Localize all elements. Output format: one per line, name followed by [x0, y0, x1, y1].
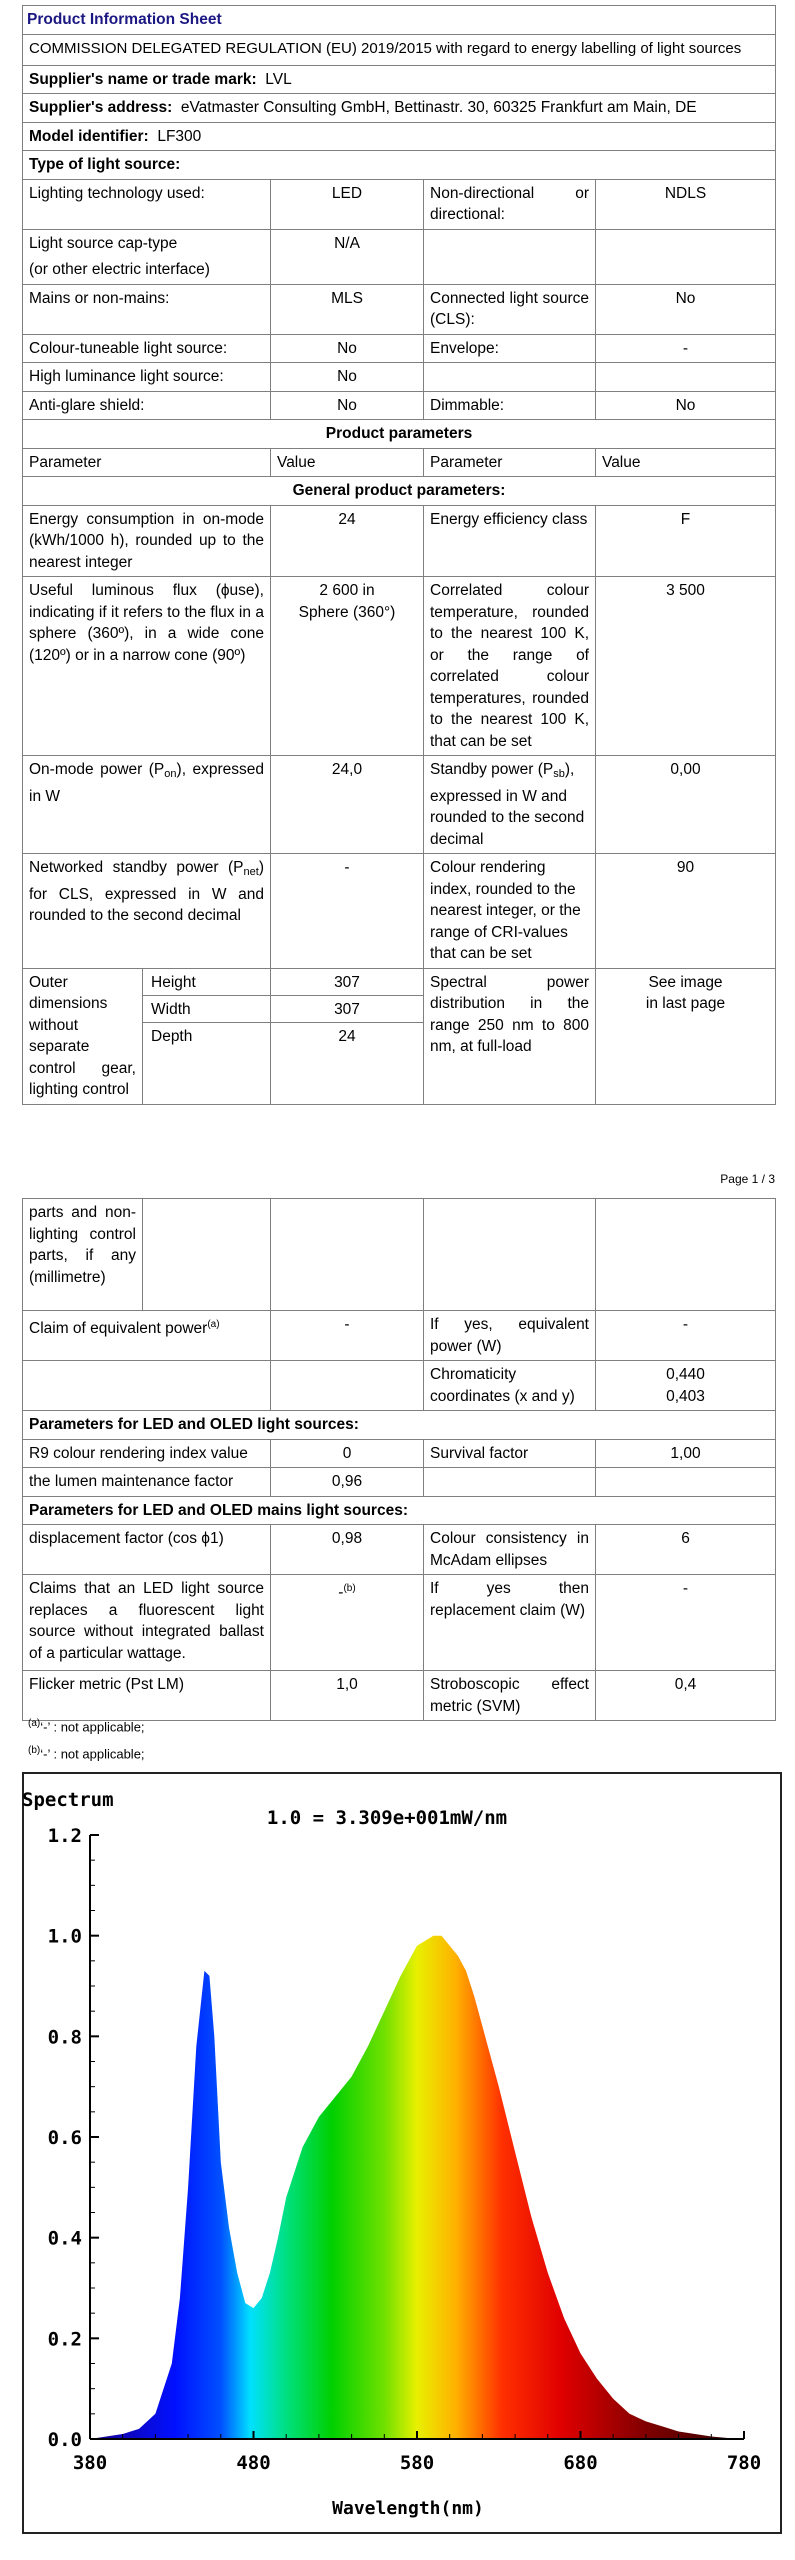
colour-tuneable-value: No	[271, 334, 424, 363]
height-value: 307	[271, 969, 423, 996]
standby-power-value: 0,00	[596, 756, 776, 854]
r9-label: R9 colour rendering index value	[23, 1439, 271, 1468]
energy-consumption-value: 24	[271, 505, 424, 577]
footnote-a	[28, 1712, 145, 1739]
model-label: Model identifier:	[29, 127, 149, 145]
y-tick-label: 0.2	[47, 2328, 82, 2351]
footnote-b-marker: (b)	[28, 1745, 41, 1757]
col-parameter-2: Parameter	[424, 448, 596, 477]
supplier-label: Supplier's name or trade mark:	[29, 70, 257, 88]
cap-type-label	[23, 229, 271, 284]
empty-cell	[271, 1361, 424, 1411]
led-params-heading: Parameters for LED and OLED light sources:	[23, 1411, 776, 1440]
col-value-2: Value	[596, 448, 776, 477]
y-tick-label: 0.0	[47, 2429, 82, 2451]
colour-consistency-value: 6	[596, 1525, 776, 1575]
info-table-page-2	[22, 1198, 776, 1721]
type-heading: Type of light source:	[23, 151, 776, 180]
spd-value	[596, 968, 776, 1104]
envelope-label: Envelope:	[424, 334, 596, 363]
energy-consumption-label: Energy consumption in on-mode (kWh/1000 h), rounded up to the nearest integer	[23, 505, 271, 577]
cct-value: 3 500	[596, 577, 776, 756]
energy-class-label: Energy efficiency class	[424, 505, 596, 577]
dimension-names	[143, 968, 271, 1104]
r9-value: 0	[271, 1439, 424, 1468]
networked-label-post: ) for CLS, expressed in W and rounded to the second decimal	[29, 859, 264, 924]
address-label: Supplier's address:	[29, 99, 173, 116]
survival-factor-label: Survival factor	[424, 1439, 596, 1468]
svm-label: Stroboscopic effect metric (SVM)	[424, 1671, 596, 1721]
x-tick-label: 380	[72, 2452, 108, 2474]
replacement-claims-label: Claims that an LED light source replaces a fluorescent light source without integrated ballast of a particular wattage.	[23, 1575, 271, 1671]
lighting-tech-value: LED	[271, 179, 424, 229]
page-footer: Page 1 / 3	[720, 1172, 775, 1186]
depth-value: 24	[338, 1027, 356, 1045]
empty-cell	[143, 1199, 271, 1311]
x-tick-label: 480	[236, 2452, 271, 2474]
envelope-value: -	[596, 334, 776, 363]
energy-class-value: F	[596, 505, 776, 577]
luminous-flux-value-line2: Sphere (360°)	[298, 603, 396, 621]
lumen-maintenance-value: 0,96	[271, 1468, 424, 1497]
onmode-power-value: 24,0	[271, 756, 424, 854]
cap-type-label-line1: Light source cap-type	[29, 234, 178, 252]
dimensions-label-continued: parts and non-lighting control parts, if any (millimetre)	[23, 1199, 143, 1311]
col-value: Value	[271, 448, 424, 477]
flicker-metric-value: 1,0	[271, 1671, 424, 1721]
chart-title: Spectrum	[22, 1789, 114, 1811]
networked-standby-value: -	[271, 854, 424, 969]
supplier-value: LVL	[265, 70, 292, 88]
address-value: eVatmaster Consulting GmbH, Bettinastr. 30, 60325 Frankfurt am Main, DE	[180, 99, 697, 116]
empty-cell	[23, 1361, 271, 1411]
empty-cell	[596, 1199, 776, 1311]
standby-label-sub: sb	[553, 768, 565, 780]
luminous-flux-value-line1: 2 600 in	[319, 582, 375, 599]
directional-value: NDLS	[596, 179, 776, 229]
standby-power-label	[424, 756, 596, 854]
product-parameters-heading: Product parameters	[23, 420, 776, 449]
empty-cell	[424, 363, 596, 392]
footnote-b	[28, 1739, 145, 1766]
cri-label: Colour rendering index, rounded to the nearest integer, or the range of CRI-values that can be set	[424, 854, 596, 969]
cls-value: No	[596, 284, 776, 334]
x-tick-label: 780	[726, 2452, 762, 2474]
empty-cell	[271, 1199, 424, 1311]
empty-cell	[596, 363, 776, 392]
chromaticity-value	[596, 1361, 776, 1411]
networked-label-sub: net	[243, 866, 259, 878]
general-parameters-heading: General product parameters:	[23, 477, 776, 506]
replacement-claims-value-text: -	[338, 1584, 344, 1602]
directional-label: Non-directional or directional:	[424, 179, 596, 229]
mains-label: Mains or non-mains:	[23, 284, 271, 334]
survival-factor-value: 1,00	[596, 1439, 776, 1468]
chromaticity-y: 0,403	[666, 1387, 705, 1405]
y-tick-label: 1.2	[47, 1825, 82, 1847]
equiv-power-value: -	[271, 1311, 424, 1361]
spd-value-line1: See image	[648, 973, 723, 991]
dimension-values	[271, 968, 424, 1104]
height-label: Height	[143, 969, 270, 996]
sheet-page-2	[22, 1198, 775, 1721]
empty-cell	[424, 1199, 596, 1311]
empty-cell	[424, 1468, 596, 1497]
equiv-power-footnote: (a)	[207, 1319, 220, 1330]
equiv-power-w-label: If yes, equivalent power (W)	[424, 1311, 596, 1361]
spd-label: Spectral power distribution in the range 250 nm to 800 nm, at full-load	[424, 968, 596, 1104]
x-tick-label: 580	[399, 2452, 435, 2474]
onmode-label-sub: on	[164, 768, 177, 780]
spectrum-chart	[22, 1772, 782, 2534]
supplier-row	[23, 65, 776, 94]
spd-value-line2: in last page	[645, 995, 726, 1012]
dimensions-label: Outer dimensions without separate control gear, lighting control	[23, 968, 143, 1104]
anti-glare-value: No	[271, 391, 424, 420]
displacement-factor-label: displacement factor (cos ϕ1)	[23, 1525, 271, 1575]
model-row	[23, 122, 776, 151]
footnotes	[28, 1712, 145, 1767]
colour-tuneable-label: Colour-tuneable light source:	[23, 334, 271, 363]
dimmable-label: Dimmable:	[424, 391, 596, 420]
colour-consistency-label: Colour consistency in McAdam ellipses	[424, 1525, 596, 1575]
footnote-b-text: ‘-’ : not applicable;	[40, 1746, 145, 1762]
cri-value: 90	[596, 854, 776, 969]
width-value: 307	[271, 996, 423, 1023]
networked-label-pre: Networked standby power (P	[29, 859, 244, 876]
networked-standby-label	[23, 854, 271, 969]
svm-value: 0,4	[596, 1671, 776, 1721]
onmode-power-label	[23, 756, 271, 854]
dimmable-value: No	[596, 391, 776, 420]
chart-scale-annotation: 1.0 = 3.309e+001mW/nm	[266, 1807, 508, 1829]
lighting-tech-label: Lighting technology used:	[23, 179, 271, 229]
mains-value: MLS	[271, 284, 424, 334]
equiv-power-w-value: -	[596, 1311, 776, 1361]
x-axis-label: Wavelength(nm)	[332, 2498, 484, 2519]
x-tick-label: 680	[563, 2452, 598, 2474]
cls-label: Connected light source (CLS):	[424, 284, 596, 334]
sheet-page-1	[22, 5, 775, 1105]
page-title: Product Information Sheet	[23, 6, 776, 35]
chromaticity-label: Chromaticity coordinates (x and y)	[424, 1361, 596, 1411]
info-table-page-1	[22, 5, 776, 1105]
lumen-maintenance-label: the lumen maintenance factor	[23, 1468, 271, 1497]
y-tick-label: 0.8	[47, 2026, 82, 2049]
standby-label-post: ), expressed in W and rounded to the second decimal	[430, 761, 585, 848]
led-mains-params-heading: Parameters for LED and OLED mains light sources:	[23, 1496, 776, 1525]
replacement-claim-w-label: If yes then replacement claim (W)	[424, 1575, 596, 1671]
empty-cell	[424, 229, 596, 284]
luminous-flux-value	[271, 577, 424, 756]
empty-cell	[596, 1468, 776, 1497]
col-parameter: Parameter	[23, 448, 271, 477]
displacement-factor-value: 0,98	[271, 1525, 424, 1575]
y-tick-label: 0.6	[47, 2127, 82, 2149]
onmode-label-post: ), expressed in W	[29, 761, 264, 805]
replacement-claims-value	[271, 1575, 424, 1671]
equiv-power-label	[23, 1311, 271, 1361]
depth-label: Depth	[151, 1027, 193, 1045]
high-luminance-label: High luminance light source:	[23, 363, 271, 392]
address-row	[23, 94, 776, 123]
regulation-text: COMMISSION DELEGATED REGULATION (EU) 2019/2015 with regard to energy labelling of light sources	[23, 34, 776, 65]
replacement-claim-w-value: -	[596, 1575, 776, 1671]
spectrum-svg	[22, 1772, 782, 2534]
chromaticity-x: 0,440	[666, 1366, 705, 1383]
luminous-flux-label: Useful luminous flux (ϕuse), indicating if it refers to the flux in a sphere (360º), in a wide cone (120º) or in a narrow cone (90º)	[23, 577, 271, 756]
cap-type-label-line2: (or other electric interface)	[29, 261, 210, 278]
flicker-metric-label: Flicker metric (Pst LM)	[23, 1671, 271, 1721]
onmode-label-pre: On-mode power (P	[29, 761, 165, 778]
y-tick-label: 1.0	[47, 1925, 82, 1948]
replacement-claims-footnote: (b)	[343, 1583, 356, 1594]
footnote-a-text: ‘-’ : not applicable;	[40, 1719, 145, 1735]
equiv-power-label-text: Claim of equivalent power	[29, 1320, 208, 1338]
y-tick-label: 0.4	[47, 2227, 82, 2250]
width-label: Width	[143, 996, 270, 1023]
empty-cell	[596, 229, 776, 284]
cap-type-value: N/A	[271, 229, 424, 284]
high-luminance-value: No	[271, 363, 424, 392]
cct-label: Correlated colour temperature, rounded to the nearest 100 K, or the range of correlated colour temperatures, rounded to the nearest 100 K, that can be set	[424, 577, 596, 756]
standby-label-pre: Standby power (P	[430, 761, 554, 778]
anti-glare-label: Anti-glare shield:	[23, 391, 271, 420]
footnote-a-marker: (a)	[28, 1718, 41, 1729]
model-value: LF300	[157, 127, 202, 145]
